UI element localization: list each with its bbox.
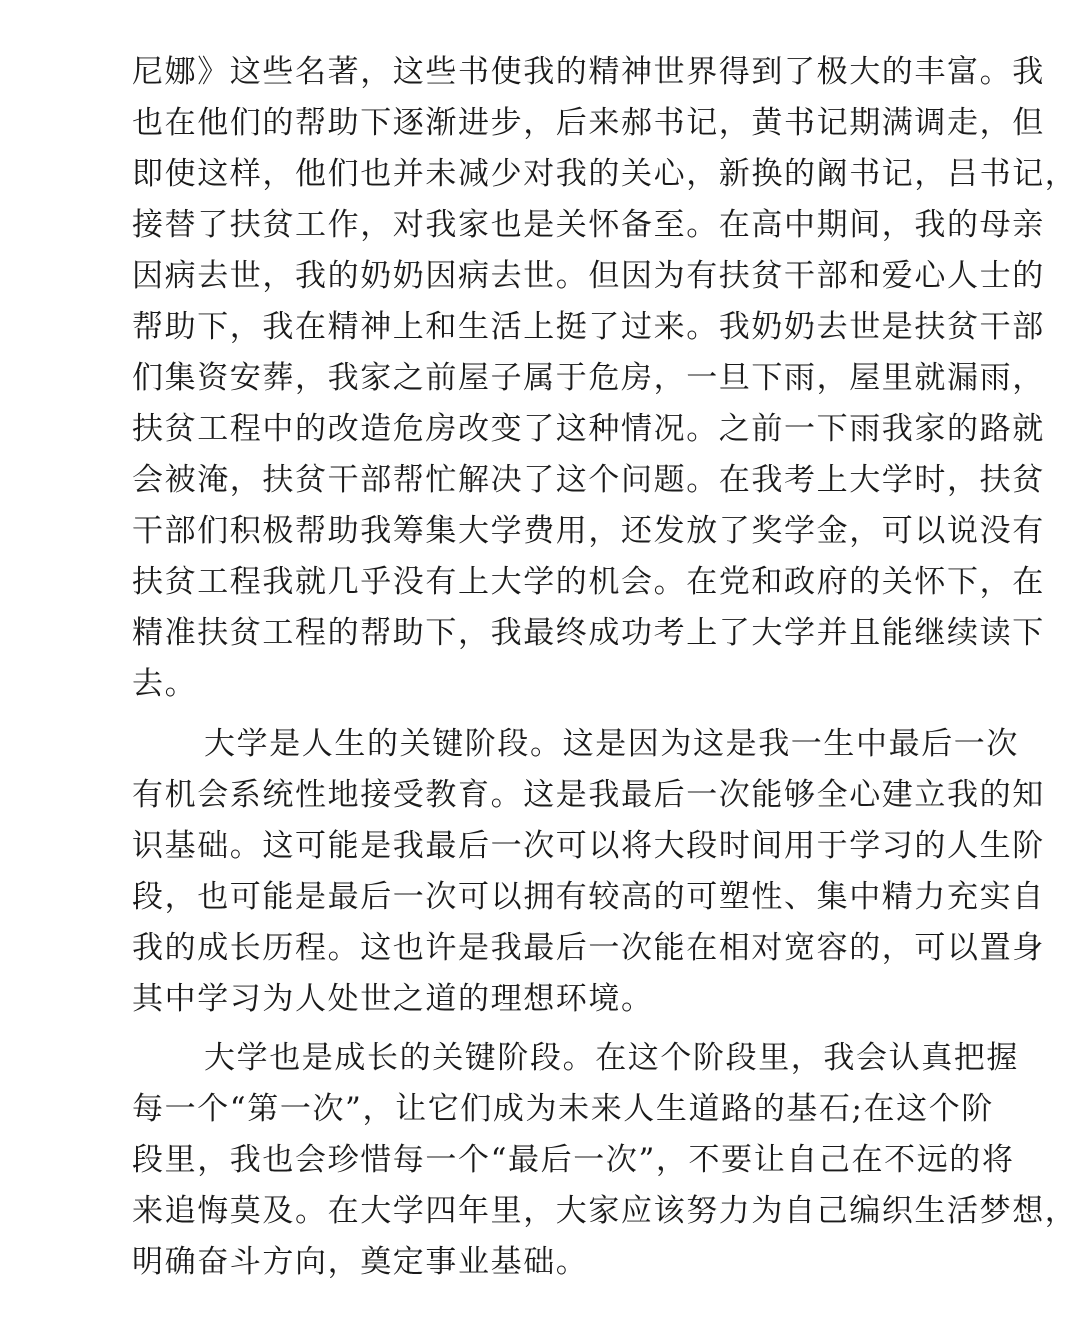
- text-line: 有机会系统性地接受教育。这是我最后一次能够全心建立我的知: [132, 777, 1045, 813]
- text-line: 每一个“第一次”，让它们成为未来人生道路的基石;在这个阶: [132, 1091, 994, 1127]
- text-line: 明确奋斗方向，奠定事业基础。: [132, 1244, 589, 1280]
- text-line: 段里，我也会珍惜每一个“最后一次”，不要让自己在不远的将: [132, 1142, 1015, 1178]
- text-line: 识基础。这可能是我最后一次可以将大段时间用于学习的人生阶: [132, 828, 1045, 864]
- text-line: 扶贫工程中的改造危房改变了这种情况。之前一下雨我家的路就: [132, 411, 1045, 447]
- text-line: 我的成长历程。这也许是我最后一次能在相对宽容的，可以置身: [132, 930, 1045, 966]
- text-line: 因病去世，我的奶奶因病去世。但因为有扶贫干部和爱心人士的: [132, 258, 1045, 294]
- text-line: 其中学习为人处世之道的理想环境。: [132, 981, 654, 1017]
- text-line: 尼娜》这些名著，这些书使我的精神世界得到了极大的丰富。我: [132, 54, 1045, 90]
- text-line: 干部们积极帮助我筹集大学费用，还发放了奖学金，可以说没有: [132, 513, 1045, 549]
- text-line: 接替了扶贫工作，对我家也是关怀备至。在高中期间，我的母亲: [132, 207, 1045, 243]
- text-line: 段，也可能是最后一次可以拥有较高的可塑性、集中精力充实自: [132, 879, 1045, 915]
- text-line: 来追悔莫及。在大学四年里，大家应该努力为自己编织生活梦想，: [132, 1193, 1078, 1229]
- text-line: 大学也是成长的关键阶段。在这个阶段里，我会认真把握: [204, 1040, 1019, 1076]
- text-line: 去。: [132, 666, 198, 702]
- text-line: 大学是人生的关键阶段。这是因为这是我一生中最后一次: [204, 726, 1019, 762]
- text-line: 即使这样，他们也并未减少对我的关心，新换的阚书记，吕书记，: [132, 156, 1078, 192]
- text-line: 会被淹，扶贫干部帮忙解决了这个问题。在我考上大学时，扶贫: [132, 462, 1045, 498]
- text-line: 精准扶贫工程的帮助下，我最终成功考上了大学并且能继续读下: [132, 615, 1045, 651]
- text-line: 们集资安葬，我家之前屋子属于危房，一旦下雨，屋里就漏雨，: [132, 360, 1045, 396]
- text-line: 也在他们的帮助下逐渐进步，后来郝书记，黄书记期满调走，但: [132, 105, 1045, 141]
- text-line: 帮助下，我在精神上和生活上挺了过来。我奶奶去世是扶贫干部: [132, 309, 1045, 345]
- text-line: 扶贫工程我就几乎没有上大学的机会。在党和政府的关怀下，在: [132, 564, 1045, 600]
